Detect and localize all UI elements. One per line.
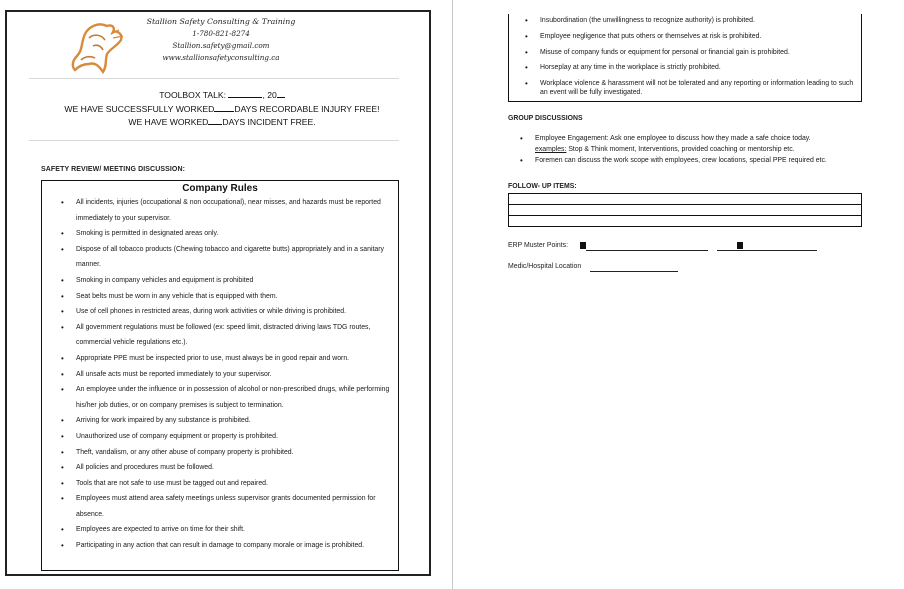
rule-item: • Workplace violence & harassment will not be tolerated and any reporting or information leading to such an event will be fully investigated.: [523, 80, 855, 97]
company-rules-list: [42, 195, 398, 554]
company-rules-continued-box: [508, 14, 862, 102]
rule-item: • Arriving for work impaired by any substance is prohibited.: [60, 413, 390, 429]
rule-item: • Insubordination (the unwillingness to recognize authority) is prohibited.: [523, 17, 855, 25]
incident-free-text: DAYS INCIDENT FREE.: [222, 117, 316, 127]
company-email: Stallion.safety@gmail.com: [172, 41, 270, 50]
checkbox-marker: [737, 242, 743, 249]
rule-item: • Use of cell phones in restricted areas, during work activities or while driving is prohibited.: [60, 304, 390, 320]
medic-hospital-label: Medic/Hospital Location: [508, 263, 582, 270]
rule-item: • Employee negligence that puts others or themselves at risk is prohibited.: [523, 33, 855, 41]
company-name: Stallion Safety Consulting & Training: [146, 17, 296, 26]
follow-up-row[interactable]: [509, 194, 862, 205]
medic-hospital-line[interactable]: [590, 271, 678, 272]
year-blank[interactable]: [277, 88, 285, 98]
group-discussions-heading: GROUP DISCUSSIONS: [508, 115, 583, 122]
toolbox-talk-block: [37, 88, 407, 129]
rule-item: • Participating in any action that can result in damage to company morale or image is prohibited.: [60, 538, 390, 554]
company-phone: 1-780-821-8274: [192, 29, 250, 38]
divider: [29, 140, 399, 141]
worked-text-2: WE HAVE WORKED: [128, 117, 209, 127]
date-blank[interactable]: [228, 88, 262, 98]
rule-item: • Theft, vandalism, or any other abuse of company property is prohibited.: [60, 445, 390, 461]
company-rules-continued-list: [509, 14, 861, 97]
rule-item: • Unauthorized use of company equipment or property is prohibited.: [60, 429, 390, 445]
company-header: [127, 16, 315, 64]
worked-text: WE HAVE SUCCESSFULLY WORKED: [64, 103, 215, 114]
rule-item: • Employees must attend area safety meetings unless supervisor grants documented permission for absence.: [60, 491, 390, 522]
rule-item: • Smoking in company vehicles and equipment is prohibited: [60, 273, 390, 289]
divider: [29, 78, 399, 79]
safety-review-heading: SAFETY REVIEW/ MEETING DISCUSSION:: [41, 166, 186, 173]
rule-item: • Tools that are not safe to use must be tagged out and repaired.: [60, 476, 390, 492]
rule-item: • Misuse of company funds or equipment for personal or financial gain is prohibited.: [523, 49, 855, 57]
follow-up-row[interactable]: [509, 216, 862, 227]
company-rules-box: [41, 180, 399, 571]
toolbox-year: , 20: [262, 90, 277, 100]
rule-item: • All incidents, injuries (occupational & non occupational), near misses, and hazards must be reported immediately to your supervisor.: [60, 195, 390, 226]
company-website: www.stallionsafetyconsulting.ca: [162, 53, 280, 62]
company-rules-title: Company Rules: [182, 183, 258, 194]
injury-free-text: DAYS RECORDABLE INJURY FREE!: [234, 103, 380, 114]
page-separator: [452, 0, 453, 589]
stallion-horse-logo-icon: [67, 20, 129, 78]
rule-item: • Dispose of all tobacco products (Chewing tobacco and cigarette butts) appropriately and in a sanitary manner.: [60, 242, 390, 273]
group-discussions-list: [520, 133, 860, 166]
rule-item: • All unsafe acts must be reported immediately to your supervisor.: [60, 367, 390, 383]
rule-item: • All government regulations must be followed (ex: speed limit, distracted driving laws TDG routes, commercial vehicle regulations etc.).: [60, 320, 390, 351]
follow-up-heading: FOLLOW- UP ITEMS:: [508, 183, 577, 190]
discussion-item-text: Employee Engagement: Ask one employee to discuss how they made a safe choice today.: [535, 135, 811, 142]
discussion-item: [520, 133, 860, 155]
muster-point-1-line[interactable]: [586, 250, 708, 251]
follow-up-table: [508, 193, 862, 227]
discussion-item: • Foremen can discuss the work scope with employees, crew locations, special PPE required etc.: [520, 155, 860, 166]
rule-item: • Smoking is permitted in designated areas only.: [60, 226, 390, 242]
muster-point-2-line[interactable]: [717, 250, 817, 251]
examples-text: Stop & Think moment, Interventions, provided coaching or mentorship etc.: [566, 146, 795, 153]
rule-item: • An employee under the influence or in possession of alcohol or non-prescribed drugs, while performing his/her job duties, or on company premises is subject to termination.: [60, 382, 390, 413]
rule-item: • All policies and procedures must be followed.: [60, 460, 390, 476]
rule-item: • Employees are expected to arrive on time for their shift.: [60, 522, 390, 538]
erp-muster-points-label: ERP Muster Points:: [508, 242, 568, 249]
follow-up-row[interactable]: [509, 205, 862, 216]
incident-free-days-blank[interactable]: [208, 115, 222, 125]
injury-free-days-blank[interactable]: [214, 102, 234, 112]
checkbox-marker: [580, 242, 586, 249]
rule-item: • Appropriate PPE must be inspected prior to use, must always be in good repair and worn.: [60, 351, 390, 367]
document-page-1: [5, 10, 431, 576]
examples-label: examples:: [535, 146, 567, 153]
toolbox-label: TOOLBOX TALK:: [159, 90, 227, 100]
rule-item: • Seat belts must be worn in any vehicle that is equipped with them.: [60, 289, 390, 305]
rule-item: • Horseplay at any time in the workplace is strictly prohibited.: [523, 64, 855, 72]
